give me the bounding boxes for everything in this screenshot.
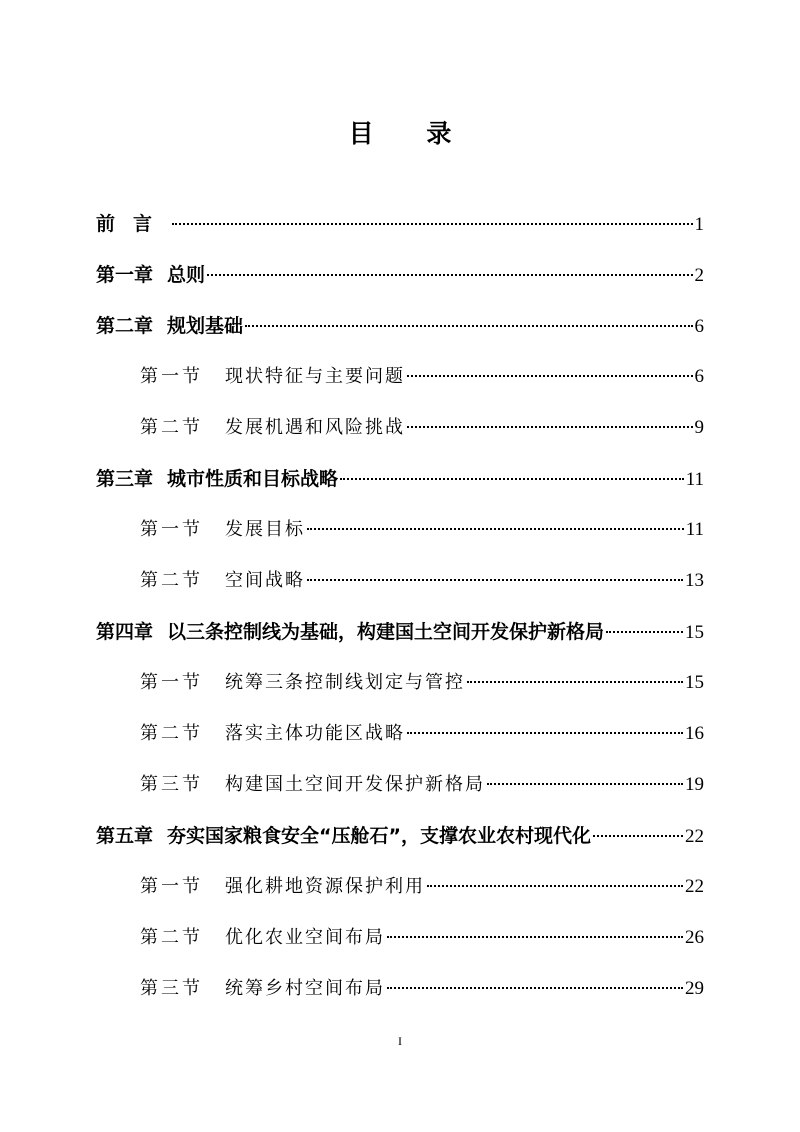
dot-leader [593,835,683,837]
toc-entry-page: 29 [685,978,704,999]
toc-entry-number: 第三节 [140,978,203,999]
toc-entry-label [140,716,405,752]
toc-entry-section-2-2[interactable] [96,410,704,461]
toc-entry-number: 第一节 [140,672,203,693]
toc-entry-label [96,257,205,293]
toc-entry-chapter-3[interactable] [96,461,704,512]
toc-entry-label [140,410,405,446]
dot-leader [427,885,683,887]
toc-entry-label [140,869,425,905]
toc-entry-chapter-2[interactable] [96,308,704,359]
toc-entry-title: 优化农业空间布局 [225,927,385,948]
toc-entry-title: 城市性质和目标战略 [167,468,339,490]
toc-entry-number: 第三节 [140,774,203,795]
toc-entry-label [140,359,405,395]
toc-entry-section-3-1[interactable] [96,512,704,563]
toc-entry-page: 19 [685,774,704,795]
toc-entry-label [96,614,604,650]
toc-entry-title: 落实主体功能区战略 [225,723,405,744]
toc-entry-label [140,512,305,548]
toc-entry-number: 第一节 [140,366,203,387]
dot-leader [407,375,693,377]
toc-entry-number: 第二节 [140,723,203,744]
toc-entry-title: 构建国土空间开发保护新格局 [225,774,485,795]
toc-entry-page: 9 [694,417,704,438]
toc-entry-label [96,461,338,497]
toc-entry-section-5-2[interactable] [96,920,704,971]
toc-entry-section-4-2[interactable] [96,716,704,767]
toc-entry-title: 统筹三条控制线划定与管控 [225,672,465,693]
dot-leader [387,987,683,989]
dot-leader [407,426,693,428]
dot-leader [172,223,692,225]
toc-entry-label [140,563,305,599]
toc-entry-section-4-1[interactable] [96,665,704,716]
toc-entry-label [140,920,385,956]
toc-entry-page: 11 [685,469,704,490]
dot-leader [307,579,683,581]
toc-entry-label [140,971,385,1007]
toc-entry-title: 规划基础 [167,315,244,337]
table-of-contents [96,206,704,1022]
dot-leader [245,325,692,327]
page-title: 目 录 [348,119,474,148]
toc-entry-title: 总则 [167,264,206,286]
toc-entry-number: 第二节 [140,417,203,438]
dot-leader [340,478,684,480]
toc-entry-number: 第三章 [96,468,154,490]
toc-entry-section-5-1[interactable] [96,869,704,920]
toc-entry-page: 6 [694,366,704,387]
toc-entry-label [140,767,485,803]
page-number: I [398,1034,402,1048]
toc-entry-page: 6 [694,316,704,337]
toc-entry-label [96,308,243,344]
toc-entry-page: 22 [685,876,704,897]
toc-entry-chapter-4[interactable] [96,614,704,665]
toc-entry-title: 统筹乡村空间布局 [225,978,385,999]
toc-entry-label [96,206,170,242]
toc-entry-title: 现状特征与主要问题 [225,366,405,387]
toc-entry-number: 第一章 [96,264,154,286]
toc-entry-page: 13 [685,570,704,591]
dot-leader [307,528,684,530]
toc-entry-section-3-2[interactable] [96,563,704,614]
toc-entry-page: 2 [694,265,704,286]
toc-entry-section-5-3[interactable] [96,971,704,1022]
dot-leader [606,631,683,633]
toc-entry-number: 第二节 [140,570,203,591]
toc-entry-number: 前言 [96,213,171,235]
toc-entry-number: 第五章 [96,825,154,847]
toc-entry-page: 22 [685,826,704,847]
toc-entry-page: 15 [685,672,704,693]
toc-entry-number: 第二章 [96,315,154,337]
toc-entry-number: 第一节 [140,519,203,540]
toc-entry-title: 强化耕地资源保护利用 [225,876,425,897]
dot-leader [467,681,683,683]
toc-entry-page: 1 [694,214,704,235]
dot-leader [387,936,683,938]
toc-entry-preface[interactable] [96,206,704,257]
dot-leader [487,783,683,785]
toc-entry-chapter-5[interactable] [96,818,704,869]
toc-entry-title: 以三条控制线为基础，构建国土空间开发保护新格局 [167,621,605,643]
toc-entry-chapter-1[interactable] [96,257,704,308]
toc-entry-number: 第四章 [96,621,154,643]
toc-entry-page: 26 [685,927,704,948]
toc-entry-section-2-1[interactable] [96,359,704,410]
toc-entry-number: 第二节 [140,927,203,948]
dot-leader [407,732,683,734]
toc-entry-title: 空间战略 [225,570,305,591]
toc-entry-page: 16 [685,723,704,744]
toc-entry-title: 发展目标 [225,519,305,540]
toc-entry-title: 夯实国家粮食安全“压舱石”，支撑农业农村现代化 [167,825,591,847]
toc-entry-title: 发展机遇和风险挑战 [225,417,405,438]
toc-entry-page: 15 [685,622,704,643]
toc-entry-section-4-3[interactable] [96,767,704,818]
toc-entry-label [96,818,591,854]
toc-entry-page: 11 [685,519,704,540]
toc-entry-label [140,665,465,701]
toc-entry-number: 第一节 [140,876,203,897]
dot-leader [207,274,692,276]
